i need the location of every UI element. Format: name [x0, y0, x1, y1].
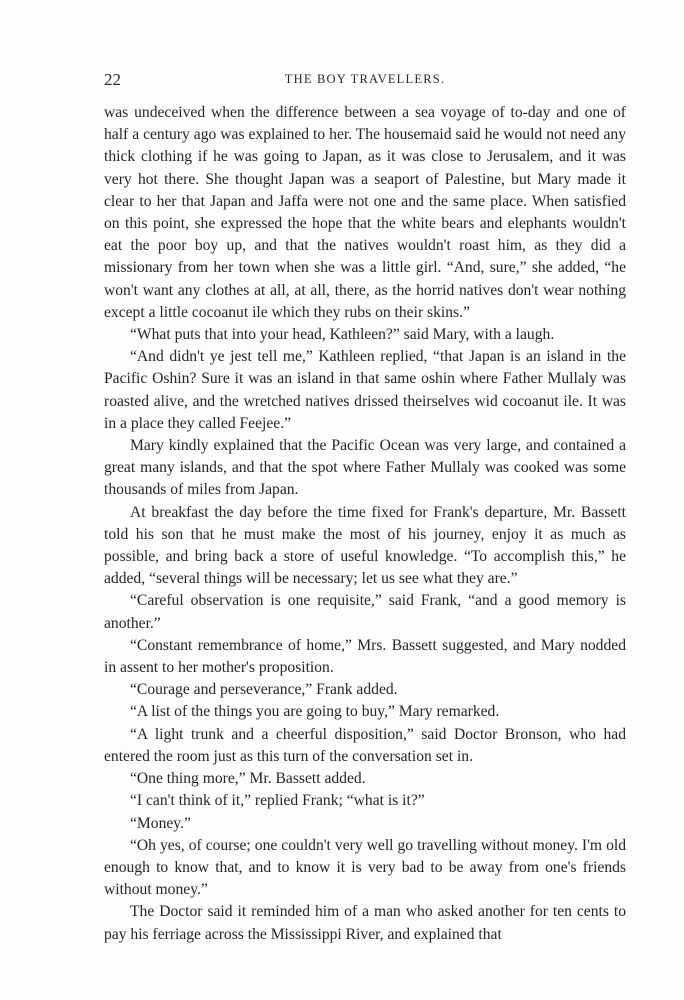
paragraph: The Doctor said it reminded him of a man who asked another for ten cents to pay his ferriage across the Mississippi River, and explained that	[104, 903, 626, 943]
paragraph: “I can't think of it,” replied Frank; “what is it?”	[130, 792, 425, 810]
paragraph: “What puts that into your head, Kathleen?” said Mary, with a laugh.	[130, 326, 555, 344]
paragraph: “Courage and perseverance,” Frank added.	[130, 681, 398, 699]
body-text	[104, 102, 626, 946]
paragraph: “Oh yes, of course; one couldn't very well go travelling without money. I'm old enough to know that, and to know it is very bad to be away from one's friends without money.”	[104, 836, 626, 899]
page-header	[104, 70, 626, 94]
paragraph: “And didn't ye jest tell me,” Kathleen replied, “that Japan is an island in the Pacific Oshin? Sure it was an island in that same oshin where Father Mullaly was roasted alive, and the wretched natives drissed theirselves wid cocoanut ile. It was in a place they called Feejee.”	[104, 348, 626, 432]
paragraph: “A light trunk and a cheerful disposition,” said Doctor Bronson, who had entered the room just as this turn of the conversation set in.	[104, 725, 626, 765]
paragraph: Mary kindly explained that the Pacific Ocean was very large, and contained a great many islands, and that the spot where Father Mullaly was cooked was some thousands of miles from Japan.	[104, 437, 626, 499]
paragraph: “Constant remembrance of home,” Mrs. Bassett suggested, and Mary nodded in assent to her mother's proposition.	[104, 636, 626, 677]
paragraph: “Money.”	[130, 814, 191, 832]
paragraph: “One thing more,” Mr. Bassett added.	[130, 770, 366, 788]
running-title: THE BOY TRAVELLERS.	[284, 72, 446, 86]
paragraph: was undeceived when the difference between a sea voyage of to-day and one of half a century ago was explained to her. The housemaid said he would not need any thick clothing if he was going to Japan, as it was close to Jerusalem, and it was very hot there. She thought Japan was a seaport of Palestine, but Mary made it clear to her that Japan and Jaffa were not one and the same place. When satisfied on this point, she expressed the hope that the white bears and elephants wouldn't eat the poor boy up, and that the natives wouldn't roast him, as they did a missionary from her town when she was a little girl. “And, sure,” she added, “he won't want any clothes at all, at all, there, as the horrid natives don't wear nothing except a little cocoanut ile which they rubs on their skins.”	[104, 104, 626, 321]
paragraph: “A list of the things you are going to buy,” Mary remarked.	[130, 703, 500, 721]
paragraph: “Careful observation is one requisite,” said Frank, “and a good memory is another.”	[104, 592, 626, 632]
paragraph: At breakfast the day before the time fixed for Frank's departure, Mr. Bassett told his son that he must make the most of his journey, enjoy it as much as possible, and bring back a store of useful knowledge. “To accomplish this,” he added, “several things will be necessary; let us see what they are.”	[104, 503, 626, 588]
page-number: 22	[104, 70, 121, 89]
